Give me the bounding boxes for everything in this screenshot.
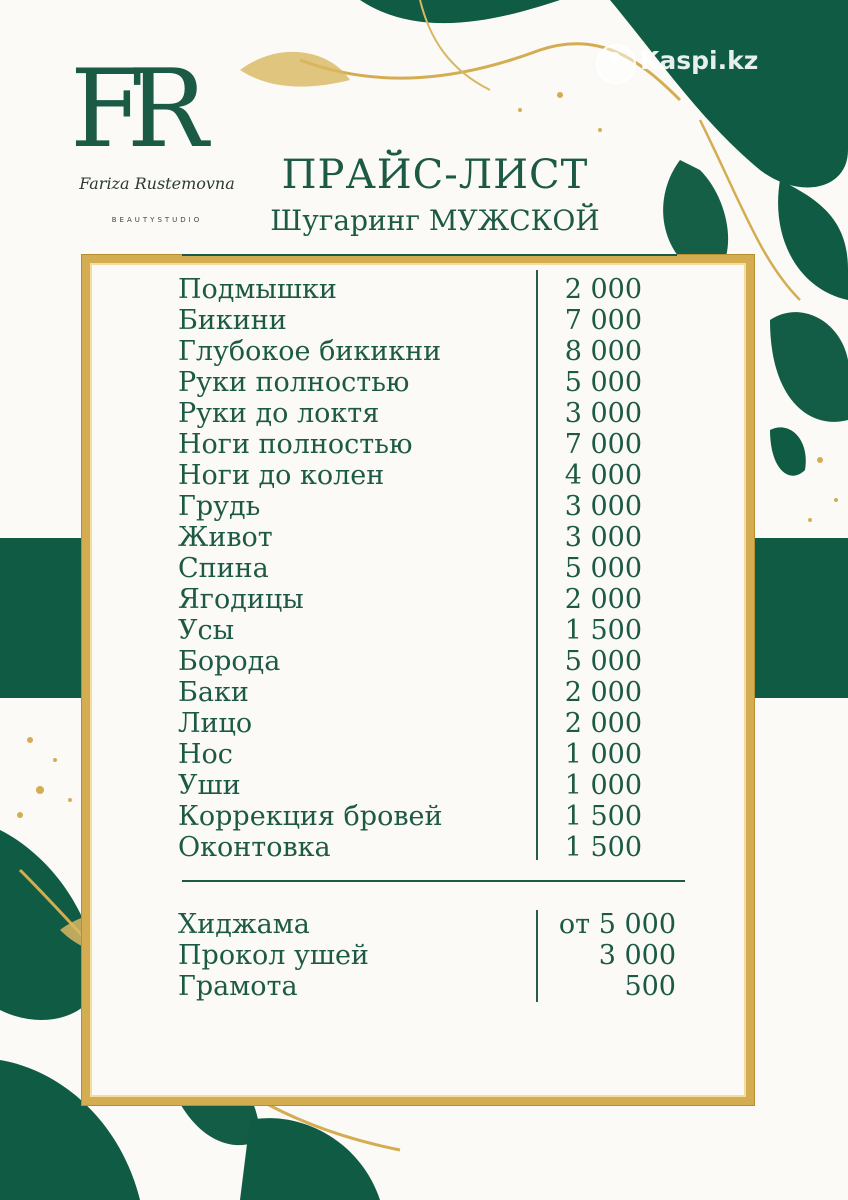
- service-price: 5 000: [564, 553, 642, 584]
- brand-logo: [62, 47, 252, 236]
- service-name: Нос: [178, 739, 233, 770]
- service-price: 1 500: [564, 832, 642, 863]
- service-price: 2 000: [564, 708, 642, 739]
- service-name: Лицо: [178, 708, 253, 739]
- list-item: [178, 615, 698, 646]
- list-item: [178, 336, 698, 367]
- list-item: [178, 522, 698, 553]
- service-name: Ягодицы: [178, 584, 304, 615]
- service-price: 1 000: [564, 739, 642, 770]
- service-name: Живот: [178, 522, 273, 553]
- divider-middle: [182, 880, 685, 882]
- kaspi-logo-icon: [596, 44, 636, 84]
- service-price: 1 500: [564, 615, 642, 646]
- service-price: 2 000: [564, 274, 642, 305]
- service-name: Борода: [178, 646, 281, 677]
- gold-leaf-top: [240, 52, 350, 87]
- list-item: [178, 909, 698, 940]
- service-name: Бикини: [178, 305, 287, 336]
- leaf-right-tiny: [770, 427, 806, 475]
- list-item: [178, 274, 698, 305]
- service-price: 2 000: [564, 584, 642, 615]
- list-item: [178, 739, 698, 770]
- kaspi-watermark-text: Kaspi.kz: [640, 46, 759, 75]
- extras-list: [178, 909, 698, 1002]
- service-price: 3 000: [564, 491, 642, 522]
- service-name: Спина: [178, 553, 269, 584]
- logo-studio-label: BEAUTYSTUDIO: [111, 216, 203, 224]
- leaf-top-right-large: [360, 0, 560, 23]
- list-item: [178, 801, 698, 832]
- service-name: Руки до локтя: [178, 398, 380, 429]
- extra-price: 3 000: [598, 940, 676, 971]
- list-item: [178, 708, 698, 739]
- service-price: 1 500: [564, 801, 642, 832]
- divider-top: [182, 254, 677, 256]
- list-item: [178, 305, 698, 336]
- page-subtitle: Шугаринг МУЖСКОЙ: [270, 204, 600, 237]
- service-price: 7 000: [564, 305, 642, 336]
- extra-name: Грамота: [178, 971, 298, 1002]
- service-name: Ноги до колен: [178, 460, 385, 491]
- service-name: Оконтовка: [178, 832, 331, 863]
- service-name: Коррекция бровей: [178, 801, 443, 832]
- extra-price: 500: [624, 971, 676, 1002]
- service-price: 2 000: [564, 677, 642, 708]
- leaf-right-small: [770, 312, 848, 422]
- green-band-right: [754, 538, 848, 698]
- list-item: [178, 367, 698, 398]
- kaspi-watermark: [596, 42, 826, 82]
- list-item: [178, 770, 698, 801]
- service-price: 5 000: [564, 367, 642, 398]
- logo-monogram: FR: [70, 47, 191, 172]
- page-title: ПРАЙС-ЛИСТ: [281, 152, 589, 198]
- service-name: Ноги полностью: [178, 429, 413, 460]
- service-price: 4 000: [564, 460, 642, 491]
- services-list: [178, 274, 698, 863]
- list-item: [178, 940, 698, 971]
- service-price: 8 000: [564, 336, 642, 367]
- extra-price: от 5 000: [558, 909, 676, 940]
- extra-name: Хиджама: [178, 909, 310, 940]
- list-item: [178, 491, 698, 522]
- list-item: [178, 584, 698, 615]
- list-item: [178, 832, 698, 863]
- list-item: [178, 398, 698, 429]
- service-name: Грудь: [178, 491, 261, 522]
- list-item: [178, 971, 698, 1002]
- leaf-top-right-main: [610, 0, 848, 187]
- list-item: [178, 646, 698, 677]
- leaf-right-hanging: [778, 180, 848, 300]
- service-name: Глубокое бикикни: [178, 336, 442, 367]
- leaf-bottom-center: [240, 1118, 380, 1200]
- service-name: Баки: [178, 677, 249, 708]
- service-price: 5 000: [564, 646, 642, 677]
- service-price: 1 000: [564, 770, 642, 801]
- list-item: [178, 429, 698, 460]
- list-item: [178, 460, 698, 491]
- service-price: 3 000: [564, 398, 642, 429]
- logo-script-name: Fariza Rustemovna: [79, 174, 235, 193]
- extra-name: Прокол ушей: [178, 940, 369, 971]
- service-name: Уши: [178, 770, 241, 801]
- list-item: [178, 677, 698, 708]
- green-band-left: [0, 538, 82, 698]
- service-name: Усы: [178, 615, 235, 646]
- list-item: [178, 553, 698, 584]
- service-price: 3 000: [564, 522, 642, 553]
- service-price: 7 000: [564, 429, 642, 460]
- service-name: Руки полностью: [178, 367, 410, 398]
- service-name: Подмышки: [178, 274, 337, 305]
